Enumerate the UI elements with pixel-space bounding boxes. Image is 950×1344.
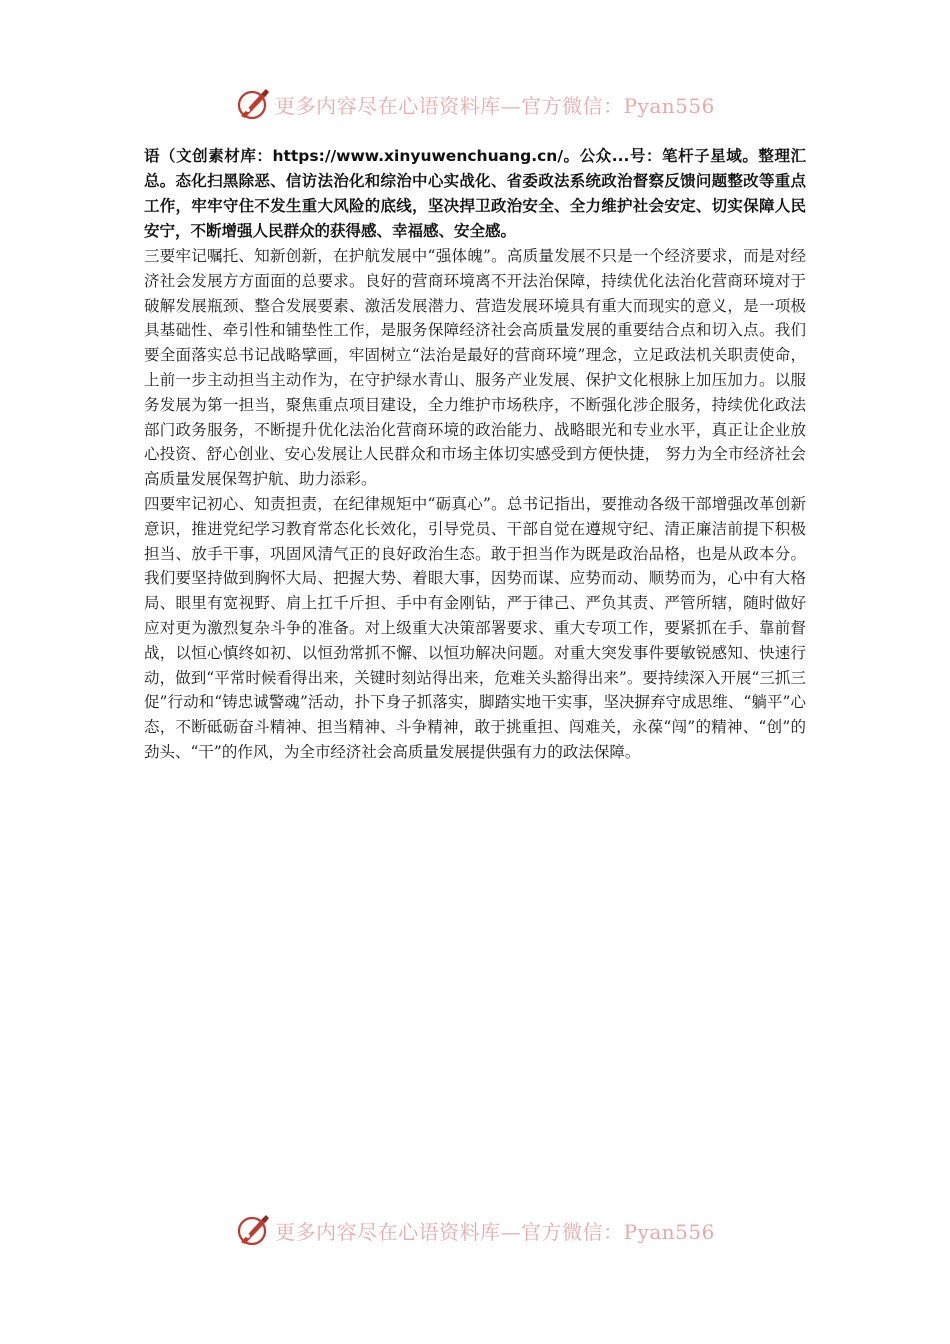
header-banner [0, 84, 950, 124]
footer-banner-text: 更多内容尽在心语资料库—官方微信：Pyan556 [275, 1219, 715, 1244]
header-banner-text: 更多内容尽在心语资料库—官方微信：Pyan556 [275, 93, 715, 118]
pen-nib-logo-icon [235, 86, 271, 122]
paragraph-2: 三要牢记嘱托、知新创新，在护航发展中“强体魄”。高质量发展不只是一个经济要求，而是对经济社会发展方方面面的总要求。良好的营商环境离不开法治保障，持续优化法治化营商环境对于破解发展瓶颈、整合发展要素、激活发展潜力、营造发展环境具有重大而现实的意义，是一项极具基础性、牵引性和铺垫性工作，是服务保障经济社会高质量发展的重要结合点和切入点。我们要全面落实总书记战略擘画，牢固树立“法治是最好的营商环境”理念，立足政法机关职责使命，上前一步主动担当主动作为，在守护绿水青山、服务产业发展、保护文化根脉上加压加力。以服务发展为第一担当，聚焦重点项目建设，全力维护市场秩序，不断强化涉企服务，持续优化政法部门政务服务，不断提升优化法治化营商环境的政治能力、战略眼光和专业水平，真正让企业放心投资、舒心创业、安心发展让人民群众和市场主体切实感受到方便快捷， 努力为全市经济社会高质量发展保驾护航、助力添彩。 [144, 247, 806, 489]
footer-banner [0, 1210, 950, 1250]
document-body [144, 144, 806, 765]
pen-nib-logo-icon [235, 1212, 271, 1248]
paragraph-1: 语（文创素材库：https://www.xinyuwenchuang.cn/。公众...号：笔杆子星域。整理汇总。态化扫黑除恶、信访法治化和综治中心实战化、省委政法系统政治督察反馈问题整改等重点工作，牢牢守住不发生重大风险的底线，坚决捍卫政治安全、全力维护社会安定、切实保障人民安宁，不断增强人民群众的获得感、幸福感、安全感。 [144, 147, 806, 240]
paragraph-3: 四要牢记初心、知责担责，在纪律规矩中“砺真心”。总书记指出，要推动各级干部增强改革创新意识，推进党纪学习教育常态化长效化，引导党员、干部自觉在遵规守纪、清正廉洁前提下积极担当、放手干事，巩固风清气正的良好政治生态。敢于担当作为既是政治品格，也是从政本分。我们要坚持做到胸怀大局、把握大势、着眼大事，因势而谋、应势而动、顺势而为，心中有大格局、眼里有宽视野、肩上扛千斤担、手中有金刚钻，严于律己、严负其责、严管所辖，随时做好应对更为激烈复杂斗争的准备。对上级重大决策部署要求、重大专项工作，要紧抓在手、靠前督战，以恒心慎终如初、以恒劲常抓不懈、以恒功解决问题。对重大突发事件要敏锐感知、快速行动，做到“平常时候看得出来，关键时刻站得出来，危难关头豁得出来”。要持续深入开展“三抓三促”行动和“铸忠诚警魂”活动，扑下身子抓落实，脚踏实地干实事，坚决摒弃守成思维、“躺平”心态，不断砥砺奋斗精神、担当精神、斗争精神，敢于挑重担、闯难关，永葆“闯”的精神、“创”的劲头、“干”的作风，为全市经济社会高质量发展提供强有力的政法保障。 [144, 494, 806, 761]
